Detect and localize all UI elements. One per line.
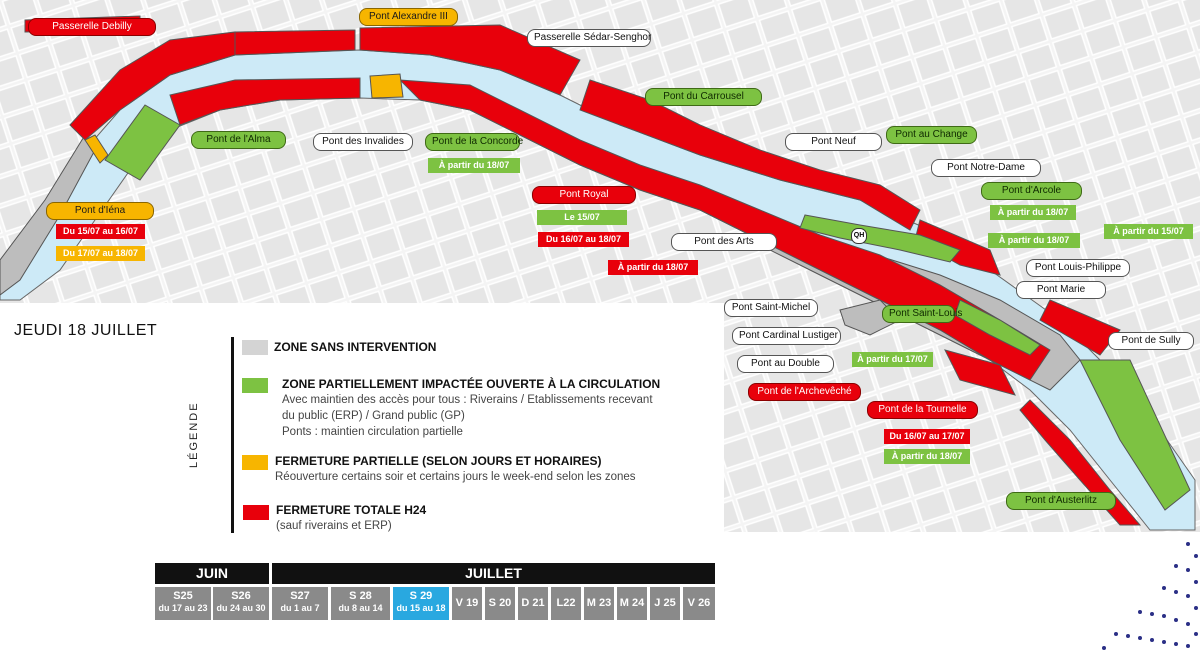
legend-swatch-red [243,505,269,520]
week-range: du 15 au 18 [396,603,446,613]
bridge-label-pont-de-l-archeveche: Pont de l'Archevêché [748,383,861,401]
date-tag: Du 16/07 au 17/07 [884,429,970,444]
zone-partial-closure [370,74,403,98]
legend-swatch-grey [242,340,268,355]
calendar-day: D 21 [518,587,548,620]
bridge-label-pont-royal: Pont Royal [532,186,636,204]
date-tag: À partir du 18/07 [884,449,970,464]
bridge-label-pont-de-la-tournelle: Pont de la Tournelle [867,401,978,419]
bridge-label-pont-au-double: Pont au Double [737,355,834,373]
calendar-day: M 24 [617,587,647,620]
legend-item-desc: Avec maintien des accès pour tous : Riverains / Etablissements recevant [282,394,653,406]
calendar-week [155,587,211,620]
date-tag: Le 15/07 [537,210,627,225]
date-tag: À partir du 18/07 [428,158,520,173]
calendar-day: V 19 [452,587,482,620]
legend-item-desc: (sauf riverains et ERP) [276,520,392,532]
legend-item-title: FERMETURE PARTIELLE (SELON JOURS ET HORAIRES) [275,454,602,468]
date-tag: À partir du 18/07 [988,233,1080,248]
bridge-label-pont-de-sully: Pont de Sully [1108,332,1194,350]
week-range: du 8 au 14 [338,603,383,613]
legend-divider [231,337,234,533]
bridge-label-pont-de-la-concorde: Pont de la Concorde [425,133,520,151]
bridge-label-pont-des-invalides: Pont des Invalides [313,133,413,151]
page-title: JEUDI 18 JUILLET [14,322,158,339]
week-label: S27 [290,590,310,602]
bridge-label-pont-neuf: Pont Neuf [785,133,882,151]
legend-item-desc: Réouverture certains soir et certains jours le week-end selon les zones [275,471,636,483]
calendar-day: J 25 [650,587,680,620]
week-range: du 17 au 23 [158,603,208,613]
calendar-week [213,587,269,620]
legend-item-desc: du public (ERP) / Grand public (GP) [282,410,465,422]
bridge-label-pont-de-l-alma: Pont de l'Alma [191,131,286,149]
zone-total-closure [235,30,355,55]
qh-marker-icon: QH [851,228,867,244]
bridge-label-pont-saint-louis: Pont Saint-Louis [882,305,955,323]
date-tag: Du 16/07 au 18/07 [538,232,629,247]
legend-swatch-green [242,378,268,393]
legend-swatch-yellow [242,455,268,470]
date-tag: À partir du 18/07 [608,260,698,275]
bridge-label-pont-d-arcole: Pont d'Arcole [981,182,1082,200]
date-tag: À partir du 17/07 [852,352,933,367]
bridge-label-pont-cardinal-lustiger: Pont Cardinal Lustiger [732,327,841,345]
decorative-dots-icon [1096,536,1200,652]
bridge-label-pont-du-carrousel: Pont du Carrousel [645,88,762,106]
calendar-day: M 23 [584,587,614,620]
legend-item-desc: Ponts : maintien circulation partielle [282,426,463,438]
calendar-month-june: JUIN [155,563,269,584]
week-label: S26 [231,590,251,602]
calendar-day: V 26 [683,587,715,620]
week-range: du 24 au 30 [216,603,266,613]
bridge-label-passerelle-sedar-senghor: Passerelle Sédar-Senghor [527,29,651,47]
legend-item-title: FERMETURE TOTALE H24 [276,503,427,517]
week-label: S 28 [349,590,372,602]
bridge-label-pont-louis-philippe: Pont Louis-Philippe [1026,259,1130,277]
bridge-label-pont-au-change: Pont au Change [886,126,977,144]
legend-item-title: ZONE SANS INTERVENTION [274,340,437,354]
week-label: S25 [173,590,193,602]
calendar-day: L22 [551,587,581,620]
calendar-week [331,587,390,620]
legend-item-title: ZONE PARTIELLEMENT IMPACTÉE OUVERTE À LA CIRCULATION [282,377,661,391]
bridge-label-pont-saint-michel: Pont Saint-Michel [724,299,818,317]
bridge-label-pont-notre-dame: Pont Notre-Dame [931,159,1041,177]
bridge-label-pont-d-austerlitz: Pont d'Austerlitz [1006,492,1116,510]
date-tag: Du 15/07 au 16/07 [56,224,145,239]
bridge-label-pont-d-iena: Pont d'Iéna [46,202,154,220]
calendar-month-july: JUILLET [272,563,715,584]
week-range: du 1 au 7 [280,603,320,613]
bridge-label-pont-des-arts: Pont des Arts [671,233,777,251]
date-tag: À partir du 15/07 [1104,224,1193,239]
date-tag: À partir du 18/07 [990,205,1076,220]
calendar-week-current [393,587,449,620]
calendar-week [272,587,328,620]
calendar-day: S 20 [485,587,515,620]
bridge-label-pont-alexandre-iii: Pont Alexandre III [359,8,458,26]
bridge-label-passerelle-debilly: Passerelle Debilly [28,18,156,36]
week-label: S 29 [409,590,433,602]
bridge-label-pont-marie: Pont Marie [1016,281,1106,299]
legend-title: LÉGENDE [188,401,200,468]
date-tag: Du 17/07 au 18/07 [56,246,145,261]
